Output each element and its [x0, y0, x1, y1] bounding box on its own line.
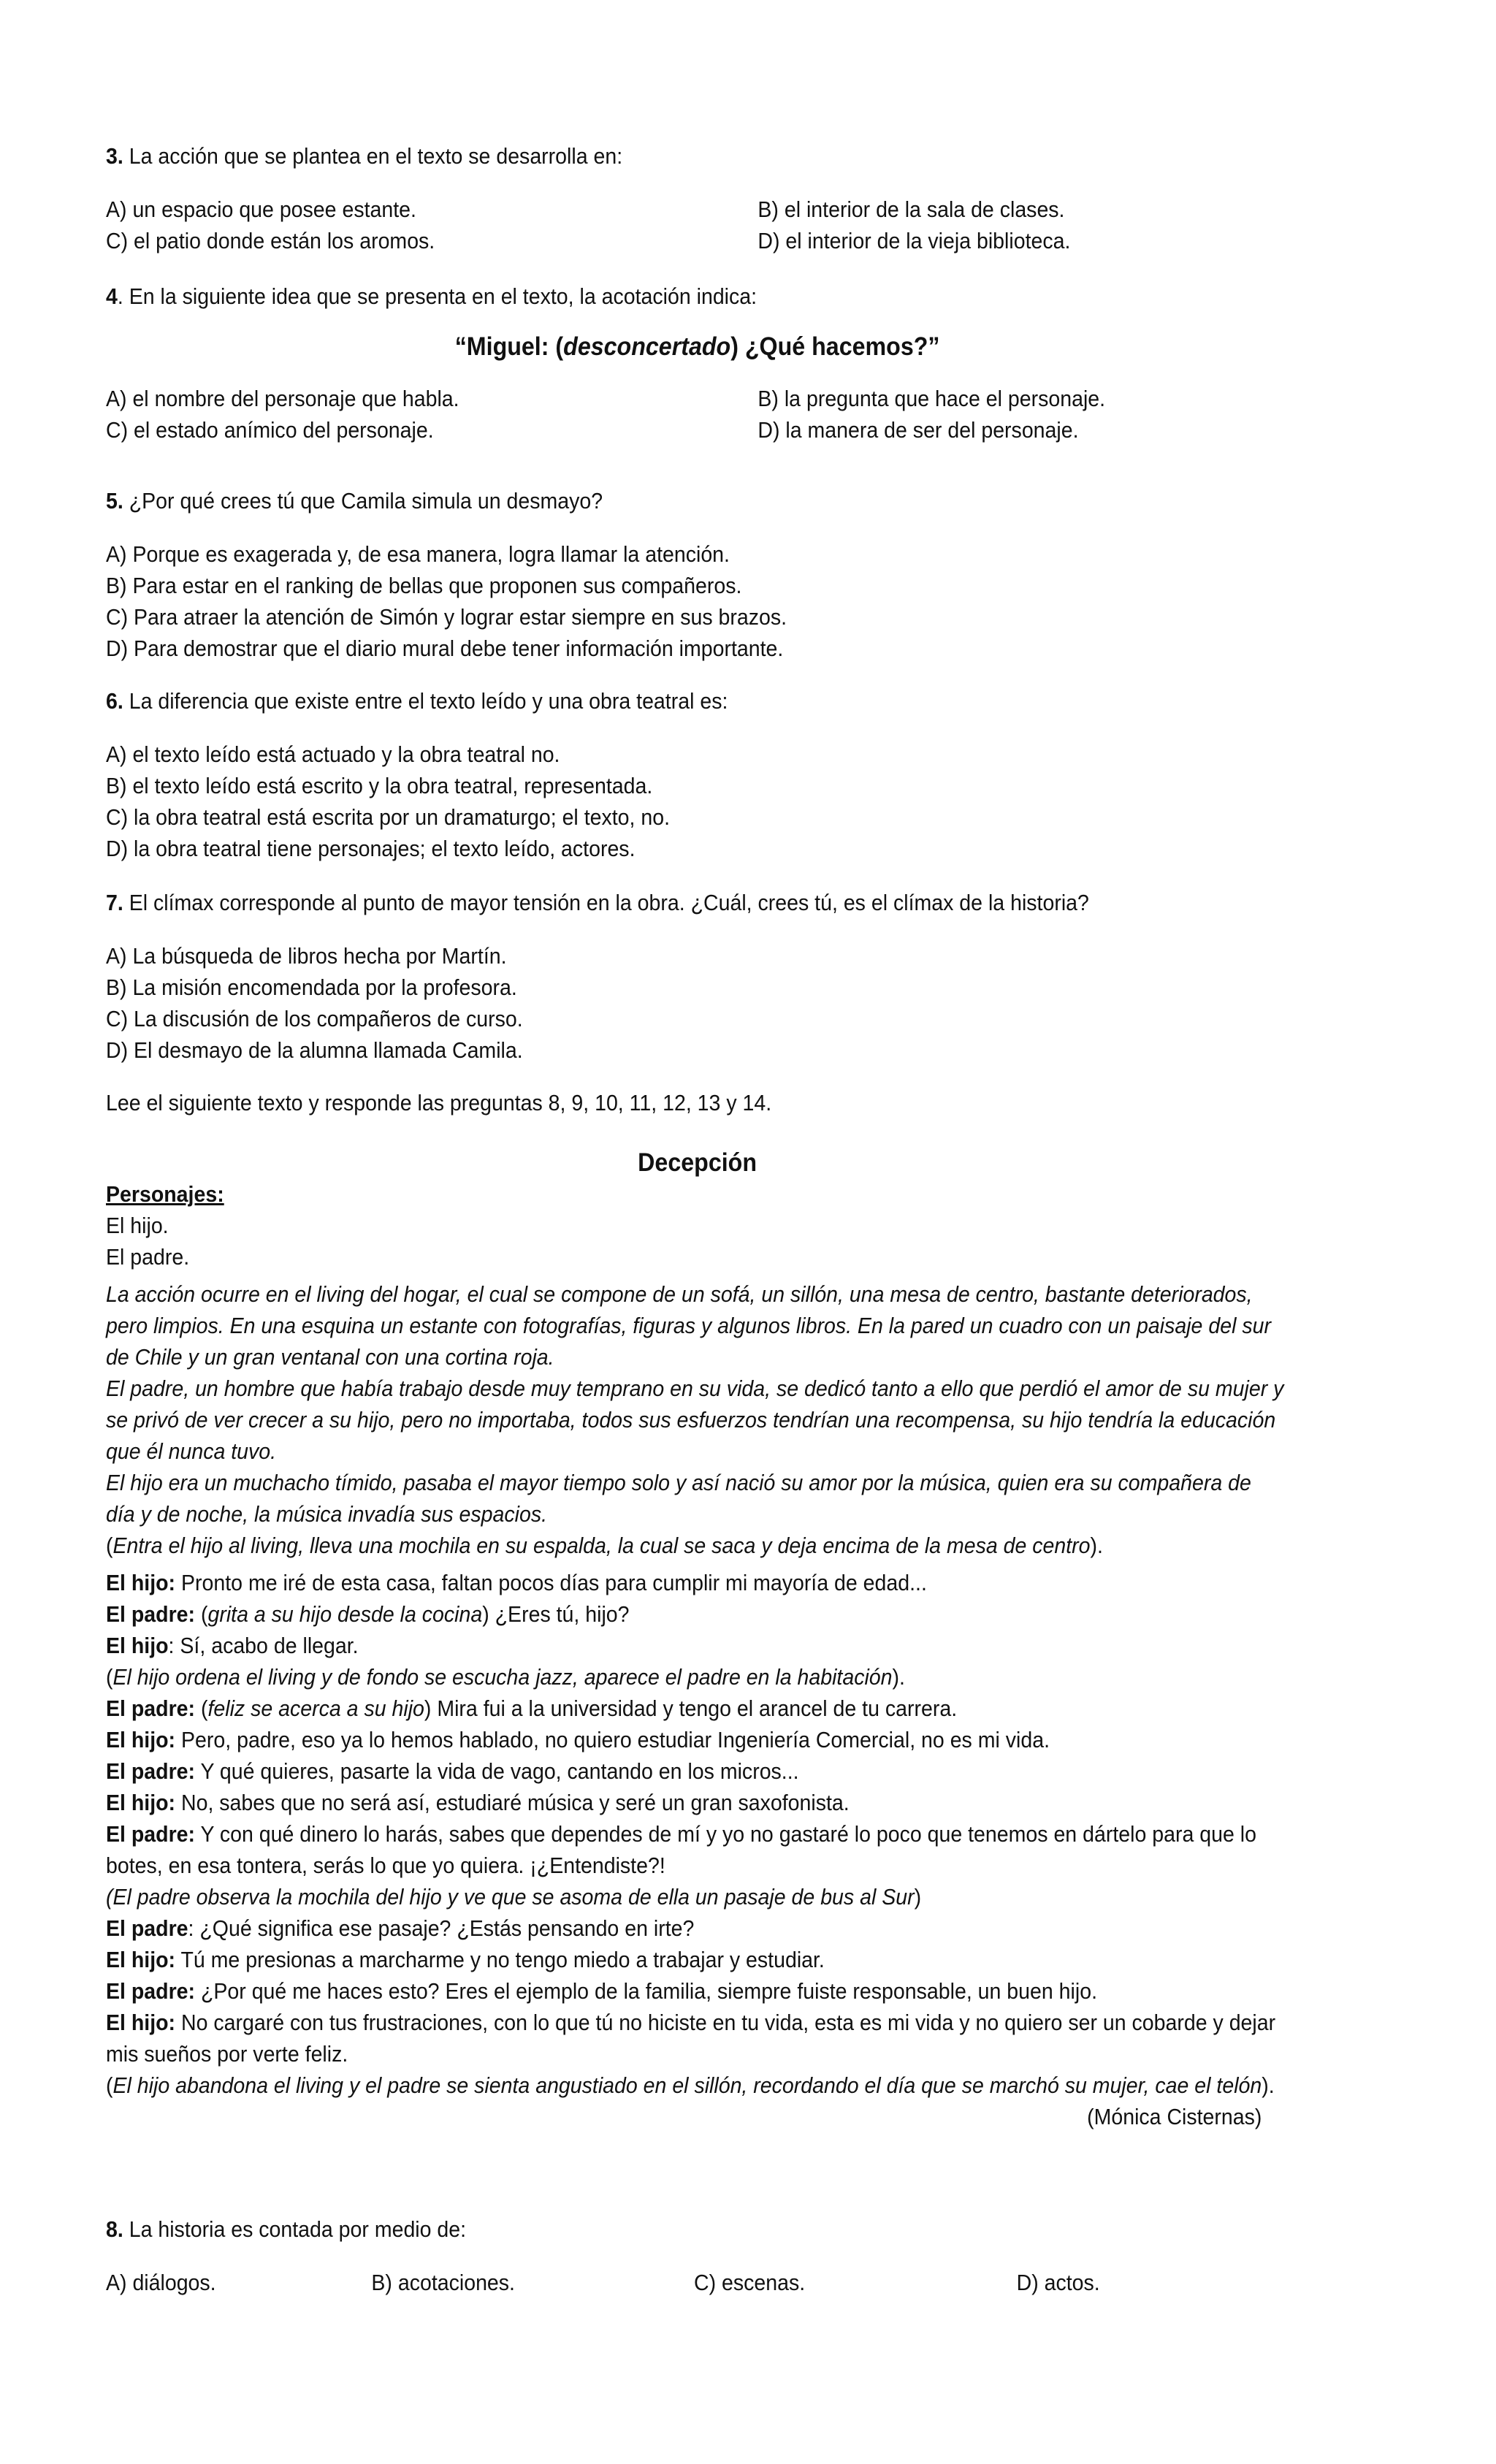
reading-instruction: Lee el siguiente texto y responde las preguntas 8, 9, 10, 11, 12, 13 y 14.: [106, 1090, 772, 1115]
characters-label: Personajes:: [106, 1181, 224, 1207]
stage-direction: (El hijo ordena el living y de fondo se escucha jazz, aparece el padre en la habitación).: [106, 1664, 905, 1690]
stage-description: La acción ocurre en el living del hogar, el cual se compone de un sofá, un sillón, una mesa de centro, bastante deteriorados, pero limpios. En una esquina un estante con fotografías, figuras y algunos libros. En la pared un cuadro con un paisaje del sur de Chile y un gran ventanal con una cortina roja. El padre, un hombre que había trabajo desde muy temprano en su vida, se dedicó tanto a ello que perdió el amor de su mujer y se privó de ver crecer a su hijo, pero no importaba, todos sus esfuerzos tendrían una recompensa, su hijo tendría la educación que él nunca tuvo. El hijo era un muchacho tímido, pasaba el mayor tiempo solo y así nació su amor por la música, quien era su compañera de día y de noche, la música invadía sus espacios.: [106, 1281, 1284, 1527]
option-d: D) la manera de ser del personaje.: [757, 417, 1079, 443]
question-number: 6.: [106, 688, 123, 714]
dialogue-line: El padre: (feliz se acerca a su hijo) Mira fui a la universidad y tengo el arancel de tu carrera.: [106, 1696, 958, 1721]
question-3-stem: [106, 140, 1289, 172]
character-2: El padre.: [106, 1244, 190, 1270]
question-text: El clímax corresponde al punto de mayor tensión en la obra. ¿Cuál, crees tú, es el clímax de la historia?: [123, 890, 1089, 915]
question-8-stem: [106, 2213, 1289, 2245]
question-8: [106, 2213, 1289, 2298]
dialogue-line: El hijo: Tú me presionas a marcharme y no tengo miedo a trabajar y estudiar.: [106, 1947, 825, 1972]
dialogue-line: El padre: Y con qué dinero lo harás, sabes que dependes de mí y yo no gastaré lo poco que tenemos en dártelo para que lo: [106, 1821, 1256, 1847]
dialogue-line: El padre: ¿Qué significa ese pasaje? ¿Estás pensando en irte?: [106, 1915, 695, 1941]
option-a: A) el texto leído está actuado y la obra teatral no.: [106, 741, 560, 767]
dialogue-line: El padre: ¿Por qué me haces esto? Eres el ejemplo de la familia, siempre fuiste responsable, un buen hijo.: [106, 1978, 1098, 2004]
dialogue-line: El hijo: No, sabes que no será así, estudiaré música y seré un gran saxofonista.: [106, 1790, 850, 1815]
question-6-stem: [106, 685, 1289, 717]
option-a: A) Porque es exagerada y, de esa manera, logra llamar la atención.: [106, 541, 730, 567]
option-c: C) el patio donde están los aromos.: [106, 228, 435, 253]
question-3: [106, 140, 1289, 256]
question-4-stem: [106, 281, 1289, 312]
author-credit: (Mónica Cisternas): [1087, 2104, 1262, 2129]
option-d: D) El desmayo de la alumna llamada Camila.: [106, 1037, 523, 1063]
question-number: 3.: [106, 143, 123, 169]
dialogue-line: El hijo: Sí, acabo de llegar.: [106, 1633, 359, 1658]
stage-direction: (El hijo abandona el living y el padre se sienta angustiado en el sillón, recordando el día que se marchó su mujer, cae el telón).: [106, 2072, 1275, 2098]
question-number: 8.: [106, 2216, 123, 2242]
option-b: B) la pregunta que hace el personaje.: [757, 386, 1106, 411]
option-b: B) La misión encomendada por la profesora.: [106, 974, 517, 1000]
question-text: La historia es contada por medio de:: [123, 2216, 467, 2242]
question-7: [106, 887, 1289, 1066]
question-4: [106, 281, 1289, 446]
dialogue-line: El hijo: No cargaré con tus frustraciones, con lo que tú no hiciste en tu vida, esta es mi vida y no quiero ser un cobarde y dejar: [106, 2010, 1276, 2035]
option-a: A) el nombre del personaje que habla.: [106, 386, 459, 411]
option-b: B) Para estar en el ranking de bellas que proponen sus compañeros.: [106, 573, 742, 598]
dialogue-line: El padre: Y qué quieres, pasarte la vida de vago, cantando en los micros...: [106, 1758, 799, 1784]
question-5: [106, 485, 1289, 664]
option-c: C) Para atraer la atención de Simón y lograr estar siempre en sus brazos.: [106, 604, 787, 630]
question-6: [106, 685, 1289, 864]
question-4-options: [106, 383, 1289, 446]
dialogue-line-continued: mis sueños por verte feliz.: [106, 2041, 348, 2067]
question-3-options: [106, 194, 1289, 256]
option-c: C) La discusión de los compañeros de curso.: [106, 1006, 523, 1031]
question-text: La acción que se plantea en el texto se desarrolla en:: [123, 143, 623, 169]
question-number: 5.: [106, 488, 123, 514]
question-text: La diferencia que existe entre el texto leído y una obra teatral es:: [123, 688, 728, 714]
question-text: . En la siguiente idea que se presenta en el texto, la acotación indica:: [117, 283, 757, 309]
dialogue-line: El padre: (grita a su hijo desde la cocina) ¿Eres tú, hijo?: [106, 1601, 630, 1627]
dialogue-line-continued: botes, en esa tontera, serás lo que yo quiera. ¡¿Entendiste?!: [106, 1853, 665, 1878]
dialogue: [106, 1567, 1289, 2132]
question-number: 7.: [106, 890, 123, 915]
option-b: B) el texto leído está escrito y la obra teatral, representada.: [106, 773, 653, 798]
question-8-options: [106, 2267, 1289, 2298]
play-text: [106, 1147, 1289, 2132]
option-d: D) actos.: [1016, 2270, 1100, 2295]
question-5-stem: [106, 485, 1289, 516]
option-d: D) la obra teatral tiene personajes; el texto leído, actores.: [106, 836, 636, 861]
stage-direction: (El padre observa la mochila del hijo y ve que se asoma de ella un pasaje de bus al Sur): [106, 1884, 922, 1910]
option-d: D) Para demostrar que el diario mural debe tener información importante.: [106, 636, 784, 661]
option-a: A) La búsqueda de libros hecha por Martín.: [106, 943, 507, 969]
character-1: El hijo.: [106, 1213, 169, 1238]
question-number: 4: [106, 283, 118, 309]
option-b: B) acotaciones.: [371, 2270, 515, 2295]
option-c: C) escenas.: [694, 2270, 806, 2295]
dialogue-line: El hijo: Pronto me iré de esta casa, faltan pocos días para cumplir mi mayoría de edad...: [106, 1570, 927, 1595]
question-text: ¿Por qué crees tú que Camila simula un desmayo?: [123, 488, 603, 514]
option-c: C) el estado anímico del personaje.: [106, 417, 434, 443]
question-7-stem: [106, 887, 1289, 918]
play-title: Decepción: [638, 1148, 757, 1177]
question-5-options: [106, 538, 1289, 664]
question-6-options: [106, 739, 1289, 864]
option-c: C) la obra teatral está escrita por un dramaturgo; el texto, no.: [106, 804, 671, 830]
question-7-options: [106, 940, 1289, 1066]
option-a: A) diálogos.: [106, 2270, 216, 2295]
dialogue-line: El hijo: Pero, padre, eso ya lo hemos hablado, no quiero estudiar Ingeniería Comercial, no es mi vida.: [106, 1727, 1050, 1752]
option-b: B) el interior de la sala de clases.: [757, 197, 1065, 222]
option-a: A) un espacio que posee estante.: [106, 197, 416, 222]
option-d: D) el interior de la vieja biblioteca.: [757, 228, 1071, 253]
quoted-line: “Miguel: (desconcertado) ¿Qué hacemos?”: [454, 332, 940, 361]
stage-direction: (Entra el hijo al living, lleva una mochila en su espalda, la cual se saca y deja encima de la mesa de centro).: [106, 1533, 1103, 1558]
